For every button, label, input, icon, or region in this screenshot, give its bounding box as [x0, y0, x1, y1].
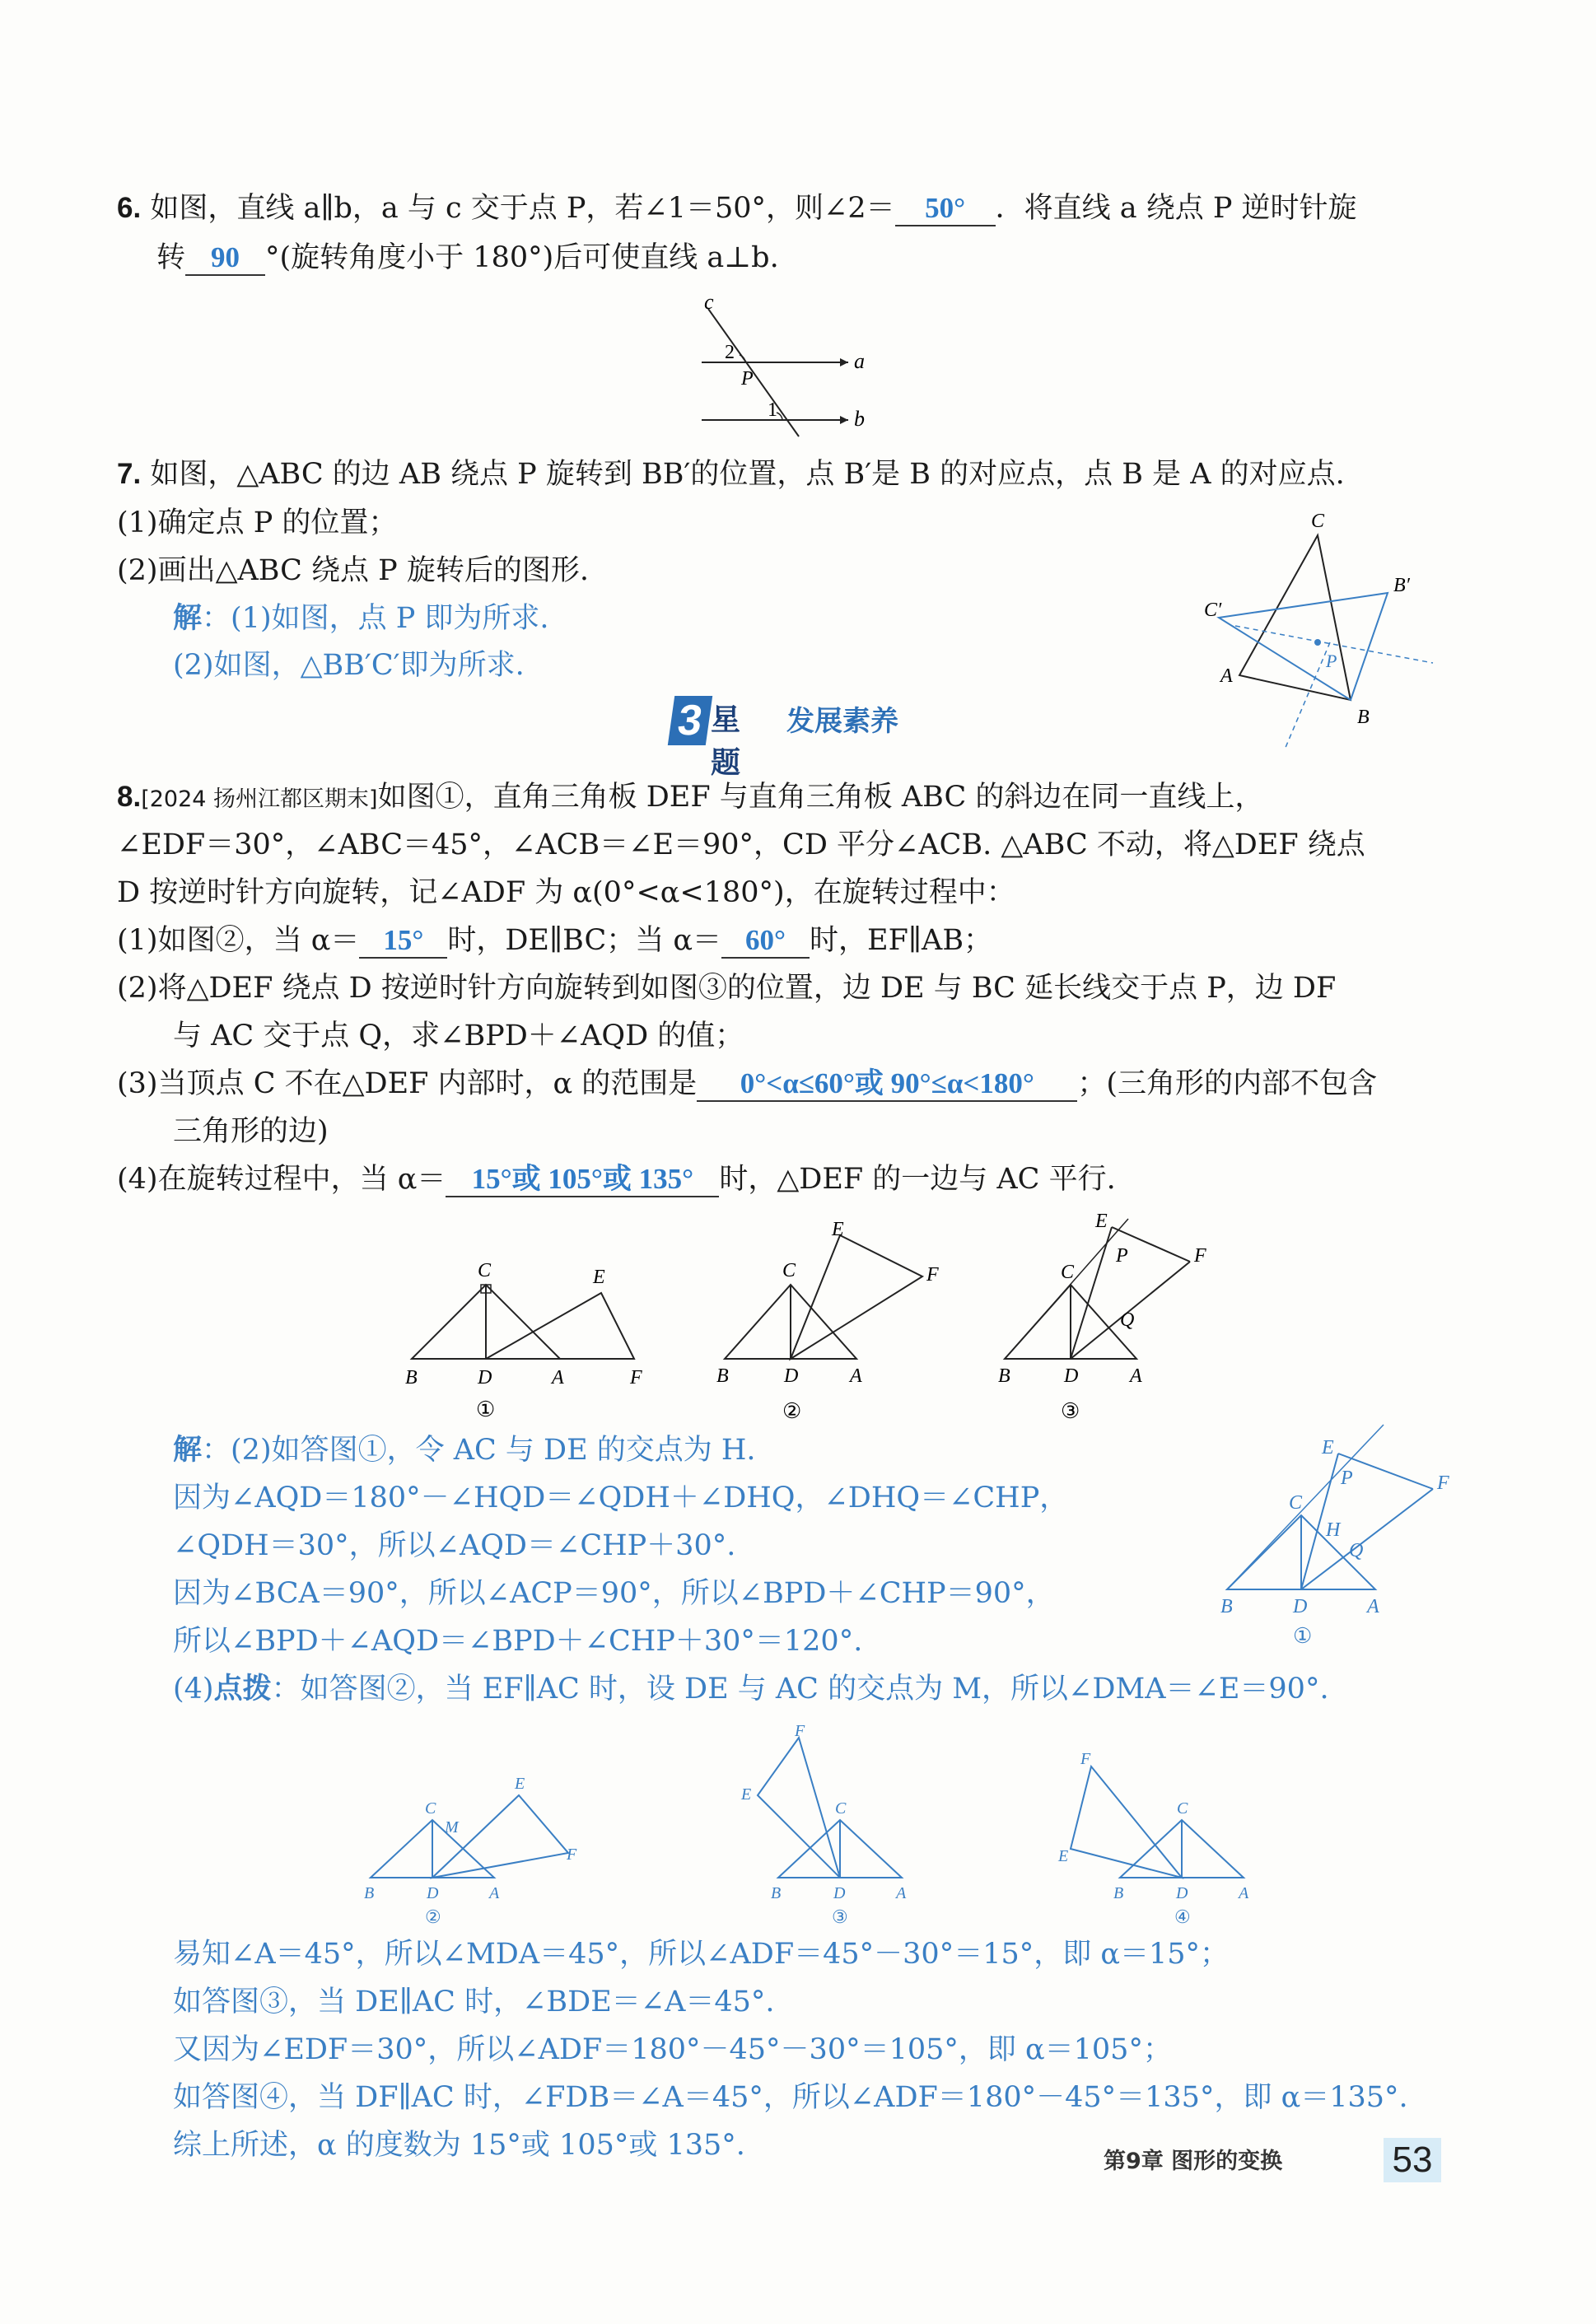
q8-line2: ∠EDF＝30°，∠ABC＝45°，∠ACB＝∠E＝90°，CD 平分∠ACB. △ABC 不动，将△DEF 绕点	[117, 828, 1365, 861]
q6-figure	[692, 292, 881, 441]
q7-label-a: A	[1220, 665, 1233, 687]
svg-text:H: H	[1326, 1519, 1341, 1541]
banner-star: 星题	[711, 703, 741, 780]
banner-number: 3	[668, 696, 712, 745]
ans-fig3-caption: ③	[832, 1906, 848, 1927]
svg-text:B: B	[1220, 1596, 1233, 1617]
banner-title: 发展素养	[786, 705, 898, 738]
svg-text:E: E	[593, 1267, 605, 1288]
svg-text:F: F	[1194, 1245, 1206, 1267]
svg-text:F: F	[630, 1367, 642, 1388]
q6-line1: 6. 如图，直线 a∥b，a 与 c 交于点 P，若∠1＝50°，则∠2＝ 50° ．将直线 a 绕点 P 逆时针旋	[117, 192, 1357, 225]
q7-stem: 7. 如图，△ABC 的边 AB 绕点 P 旋转到 BB′的位置，点 B′是 B 的对应点，点 B 是 A 的对应点.	[117, 458, 1345, 491]
svg-text:D: D	[1064, 1365, 1079, 1387]
q8-answer-1a: 15°	[359, 924, 447, 959]
svg-text:C: C	[1289, 1492, 1303, 1514]
sol-line4: 因为∠BCA＝90°，所以∠ACP＝90°，所以∠BPD＋∠CHP＝90°，	[173, 1577, 1055, 1610]
ans-figure-4	[1054, 1750, 1285, 1935]
svg-text:A: A	[489, 1884, 500, 1902]
svg-text:F: F	[1437, 1472, 1449, 1494]
svg-text:F: F	[926, 1264, 939, 1286]
svg-text:F: F	[795, 1722, 805, 1740]
svg-text:A: A	[552, 1367, 564, 1388]
svg-text:P: P	[1341, 1468, 1353, 1489]
svg-text:Q: Q	[1349, 1540, 1364, 1561]
q8-figure-3	[988, 1211, 1235, 1433]
q7-part2: (2)画出△ABC 绕点 P 旋转后的图形.	[117, 554, 589, 587]
svg-text:B: B	[998, 1365, 1010, 1387]
q8-figure-2	[708, 1219, 972, 1433]
q6-label-2: 2	[725, 342, 735, 363]
q6-line2: 转 90 °(旋转角度小于 180°)后可使直线 a⊥b.	[156, 241, 779, 274]
q8-part3-c: 三角形的边)	[173, 1115, 329, 1148]
q8-source: [2024 扬州江都区期末]	[141, 786, 378, 812]
sol-line11: 综上所述，α 的度数为 15°或 105°或 135°.	[173, 2129, 745, 2162]
svg-text:E: E	[1058, 1847, 1069, 1865]
svg-text:B: B	[364, 1884, 375, 1902]
svg-text:E: E	[1322, 1437, 1334, 1458]
q6-label-a: a	[854, 349, 865, 373]
q7-part1: (1)确定点 P 的位置；	[117, 506, 398, 539]
svg-text:B: B	[771, 1884, 782, 1902]
svg-text:C: C	[835, 1799, 847, 1818]
svg-text:D: D	[427, 1884, 439, 1902]
q7-label-b: B	[1357, 707, 1370, 728]
svg-text:C: C	[1061, 1262, 1075, 1283]
svg-text:D: D	[478, 1367, 492, 1388]
sol-line1: 解：(2)如答图①，令 AC 与 DE 的交点为 H.	[173, 1433, 756, 1467]
q6-label-1: 1	[768, 399, 777, 421]
sol-line10: 如答图④，当 DF∥AC 时，∠FDB＝∠A＝45°，所以∠ADF＝180°－45°＝135°，即 α＝135°.	[173, 2081, 1408, 2114]
svg-text:B: B	[716, 1365, 729, 1387]
q8-part2-b: 与 AC 交于点 Q，求∠BPD＋∠AQD 的值；	[173, 1020, 744, 1052]
ans-figure-3	[725, 1721, 922, 1935]
svg-text:B: B	[405, 1367, 418, 1388]
svg-text:E: E	[832, 1219, 844, 1240]
svg-text:F: F	[1080, 1750, 1091, 1768]
svg-text:D: D	[1176, 1884, 1188, 1902]
q8-answer-1b: 60°	[721, 924, 810, 959]
svg-text:C: C	[782, 1260, 796, 1281]
svg-text:Q: Q	[1120, 1309, 1135, 1331]
footer-chapter: 第9章 图形的变换	[1104, 2149, 1283, 2174]
q6-answer-1: 50°	[895, 192, 996, 226]
q8-fig3-caption: ③	[1061, 1399, 1080, 1423]
svg-text:D: D	[784, 1365, 799, 1387]
q6-answer-2: 90	[185, 241, 265, 276]
svg-text:A: A	[1367, 1596, 1379, 1617]
ans-fig2-caption: ②	[425, 1906, 441, 1927]
sol-line6: (4)点拨：如答图②，当 EF∥AC 时，设 DE 与 AC 的交点为 M，所以∠DMA＝∠E＝90°.	[173, 1672, 1329, 1706]
sol-line7: 易知∠A＝45°，所以∠MDA＝45°，所以∠ADF＝45°－30°＝15°，即 α＝15°；	[173, 1938, 1230, 1971]
sol-line8: 如答图③，当 DE∥AC 时，∠BDE＝∠A＝45°.	[173, 1986, 775, 2018]
sol-line3: ∠QDH＝30°，所以∠AQD＝∠CHP＋30°.	[173, 1529, 736, 1562]
svg-text:M: M	[445, 1818, 459, 1836]
svg-text:C: C	[425, 1799, 436, 1818]
q8-part3: (3)当顶点 C 不在△DEF 内部时，α 的范围是 0°<α≤60°或 90°≤α<180° ；(三角形的内部不包含	[117, 1067, 1377, 1100]
q8-line3: D 按逆时针方向旋转，记∠ADF 为 α(0°<α<180°)，在旋转过程中：	[117, 876, 1015, 909]
sol-line9: 又因为∠EDF＝30°，所以∠ADF＝180°－45°－30°＝105°，即 α＝105°；	[173, 2033, 1172, 2066]
q7-label-bprime: B′	[1393, 575, 1410, 596]
ans-fig4-caption: ④	[1174, 1906, 1191, 1927]
svg-text:A: A	[896, 1884, 907, 1902]
page-number: 53	[1384, 2138, 1441, 2182]
svg-text:E: E	[741, 1785, 752, 1804]
q7-label-p: P	[1326, 651, 1337, 671]
q7-figure	[1202, 502, 1474, 766]
sol-line2: 因为∠AQD＝180°－∠HQD＝∠QDH＋∠DHQ，∠DHQ＝∠CHP，	[173, 1482, 1069, 1514]
q8-answer-4: 15°或 105°或 135°	[446, 1163, 719, 1197]
svg-text:A: A	[1239, 1884, 1249, 1902]
svg-text:B: B	[1113, 1884, 1124, 1902]
ans-figure-1	[1211, 1433, 1482, 1655]
svg-text:A: A	[850, 1365, 862, 1387]
q6-number: 6.	[117, 192, 142, 224]
q7-solution-2: (2)如图，△BB′C′即为所求.	[173, 649, 525, 682]
svg-text:P: P	[1116, 1245, 1128, 1267]
svg-text:E: E	[1095, 1211, 1108, 1232]
q8-part4: (4)在旋转过程中，当 α＝ 15°或 105°或 135° 时，△DEF 的一边与 AC 平行.	[117, 1163, 1116, 1196]
ans-fig1-caption: ①	[1293, 1624, 1313, 1648]
svg-text:C: C	[478, 1260, 492, 1281]
q6-label-b: b	[854, 407, 865, 431]
q8-fig2-caption: ②	[782, 1399, 802, 1423]
svg-text:A: A	[1130, 1365, 1142, 1387]
q8-part2-a: (2)将△DEF 绕点 D 按逆时针方向旋转到如图③的位置，边 DE 与 BC 延长线交于点 P，边 DF	[117, 972, 1337, 1005]
q8-figure-1	[395, 1252, 659, 1433]
svg-text:D: D	[1293, 1596, 1308, 1617]
q6-label-p: P	[741, 368, 754, 390]
q6-label-c: c	[704, 290, 714, 314]
q7-label-cprime: C′	[1204, 600, 1222, 621]
q8-fig1-caption: ①	[476, 1398, 496, 1421]
svg-text:D: D	[833, 1884, 846, 1902]
svg-text:F: F	[567, 1846, 577, 1864]
q7-solution-1: 解：(1)如图，点 P 即为所求.	[173, 601, 549, 635]
svg-text:C: C	[1177, 1799, 1188, 1818]
q7-label-c: C	[1311, 511, 1325, 532]
q8-line1: 8.[2024 扬州江都区期末]如图①，直角三角板 DEF 与直角三角板 ABC 的斜边在同一直线上，	[117, 781, 1264, 814]
sol-line5: 所以∠BPD＋∠AQD＝∠BPD＋∠CHP＋30°＝120°.	[173, 1625, 863, 1658]
ans-figure-2	[354, 1754, 601, 1935]
q8-answer-3: 0°<α≤60°或 90°≤α<180°	[697, 1067, 1077, 1102]
q8-part1: (1)如图②，当 α＝ 15° 时，DE∥BC；当 α＝ 60° 时，EF∥AB；	[117, 924, 993, 957]
svg-text:E: E	[515, 1775, 525, 1793]
